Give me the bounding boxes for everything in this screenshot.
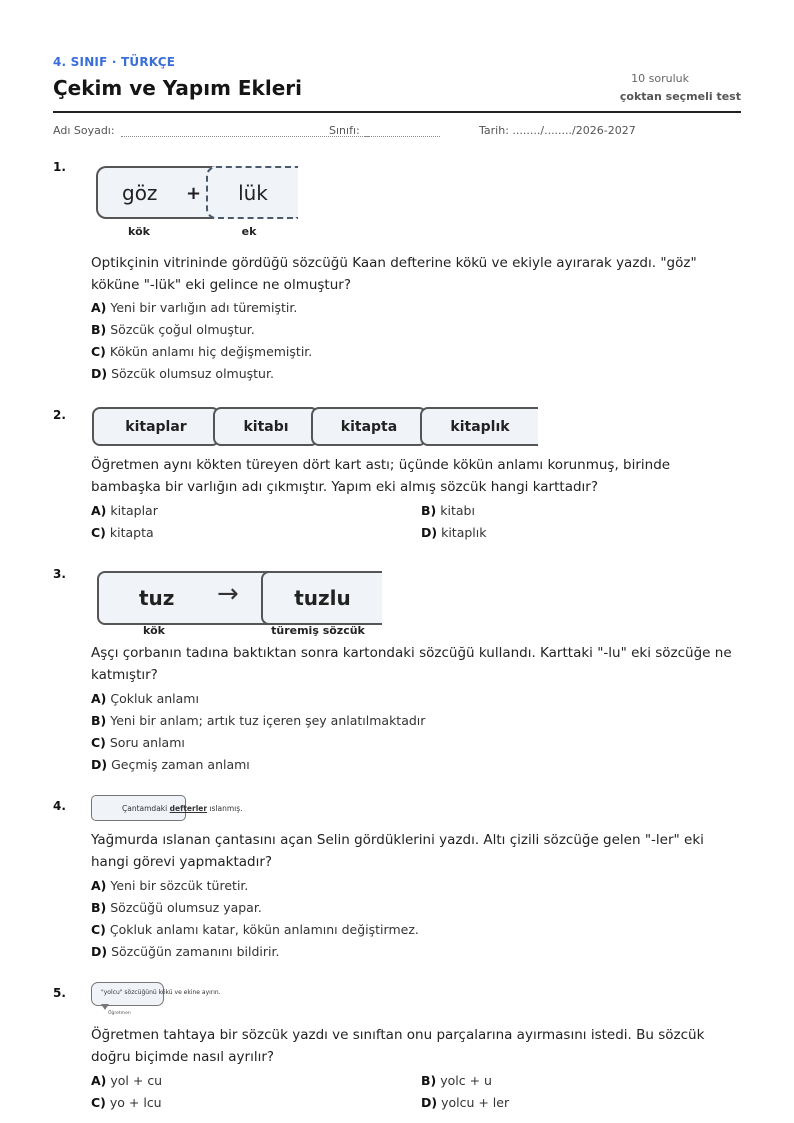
option-c[interactable]: C) Kökün anlamı hiç değişmemiştir.	[91, 344, 313, 359]
option-c[interactable]: C) Soru anlamı	[91, 735, 185, 750]
suffix-caption: ek	[241, 225, 257, 238]
word-card: kitabı	[213, 407, 319, 446]
test-type: çoktan seçmeli test	[619, 90, 741, 103]
option-c[interactable]: C) kitapta	[91, 525, 154, 540]
option-c[interactable]: C) yo + lcu	[91, 1095, 162, 1110]
question-text: Optikçinin vitrininde gördüğü sözcüğü Kaan defterine kökü ve ekiyle ayırarak yazdı. "göz" köküne "-lük" eki gelince ne olmuştur?	[91, 255, 697, 293]
option-a[interactable]: A) Yeni bir sözcük türetir.	[91, 878, 249, 893]
option-b[interactable]: B) kitabı	[421, 503, 475, 518]
option-a[interactable]: A) Çokluk anlamı	[91, 691, 199, 706]
derived-caption: türemiş sözcük	[271, 624, 365, 637]
option-b[interactable]: B) Yeni bir anlam; artık tuz içeren şey anlatılmaktadır	[91, 713, 426, 728]
option-d[interactable]: D) yolcu + ler	[421, 1095, 510, 1110]
word-split-figure	[96, 166, 298, 220]
question-text: Yağmurda ıslanan çantasını açan Selin gördüklerini yazdı. Altı çizili sözcüğe gelen "-ler" eki hangi görevi yapmaktadır?	[91, 832, 704, 870]
suffix-card	[206, 166, 298, 219]
arrow-right-icon: →	[217, 579, 239, 609]
option-a[interactable]: A) Yeni bir varlığın adı türemiştir.	[91, 300, 298, 315]
option-d[interactable]: D) Sözcüğün zamanını bildirir.	[91, 944, 280, 959]
word-card: kitaplar	[92, 407, 220, 446]
option-d[interactable]: D) kitaplık	[421, 525, 487, 540]
word-cards-figure	[92, 407, 538, 446]
option-c[interactable]: C) Çokluk anlamı katar, kökün anlamını değiştirmez.	[91, 922, 419, 937]
question-text: Aşçı çorbanın tadına baktıktan sonra kartondaki sözcüğü kullandı. Karttaki "-lu" eki sözcüğe ne katmıştır?	[91, 645, 732, 683]
question-number: 3.	[53, 567, 66, 581]
question-number: 1.	[53, 160, 66, 174]
speech-bubble-tail	[101, 1004, 109, 1010]
option-b[interactable]: B) yolc + u	[421, 1073, 492, 1088]
option-b[interactable]: B) Sözcük çoğul olmuştur.	[91, 322, 255, 337]
subject-label: 4. SINIF · TÜRKÇE	[53, 55, 176, 69]
word-card: kitapta	[311, 407, 427, 446]
question-number: 4.	[53, 799, 66, 813]
option-b[interactable]: B) Sözcüğü olumsuz yapar.	[91, 900, 262, 915]
class-label: Sınıfı:	[329, 124, 360, 137]
option-d[interactable]: D) Geçmiş zaman anlamı	[91, 757, 250, 772]
bubble-text: "yolcu" sözcüğünü kökü ve ekine ayırın.	[101, 989, 221, 996]
question-number: 2.	[53, 408, 66, 422]
header-divider	[53, 111, 741, 113]
root-text: göz	[122, 180, 158, 205]
underlined-word: defterler	[169, 804, 208, 813]
derived-card: tuzlu	[261, 571, 382, 625]
class-field[interactable]	[364, 136, 440, 137]
sentence-text: Çantamdaki defterler ıslanmış.	[122, 804, 243, 813]
question-number: 5.	[53, 986, 66, 1000]
option-d[interactable]: D) Sözcük olumsuz olmuştur.	[91, 366, 274, 381]
question-text: Öğretmen tahtaya bir sözcük yazdı ve sınıftan onu parçalarına ayırmasını istedi. Bu sözcük doğru biçimde nasıl ayrılır?	[91, 1027, 705, 1065]
page-title: Çekim ve Yapım Ekleri	[53, 76, 302, 100]
derivation-figure	[97, 571, 382, 625]
root-caption: kök	[128, 225, 150, 238]
root-card: tuz	[97, 571, 279, 625]
option-a[interactable]: A) yol + cu	[91, 1073, 163, 1088]
root-caption: kök	[143, 624, 165, 637]
question-text: Öğretmen aynı kökten türeyen dört kart astı; üçünde kökün anlamı korunmuş, birinde bambaşka bir varlığın adı çıkmıştır. Yapım eki almış sözcük hangi karttadır?	[91, 457, 671, 495]
option-a[interactable]: A) kitaplar	[91, 503, 158, 518]
student-info-fields	[53, 124, 741, 140]
date-label: Tarih: ......../......../2026-2027	[479, 124, 636, 137]
suffix-text: lük	[238, 180, 268, 205]
plus-sign: +	[186, 183, 202, 204]
speaker-label: Öğretmen	[108, 1011, 131, 1016]
name-label: Adı Soyadı:	[53, 124, 115, 137]
question-count: 10 soruluk	[631, 72, 689, 85]
word-card: kitaplık	[420, 407, 538, 446]
